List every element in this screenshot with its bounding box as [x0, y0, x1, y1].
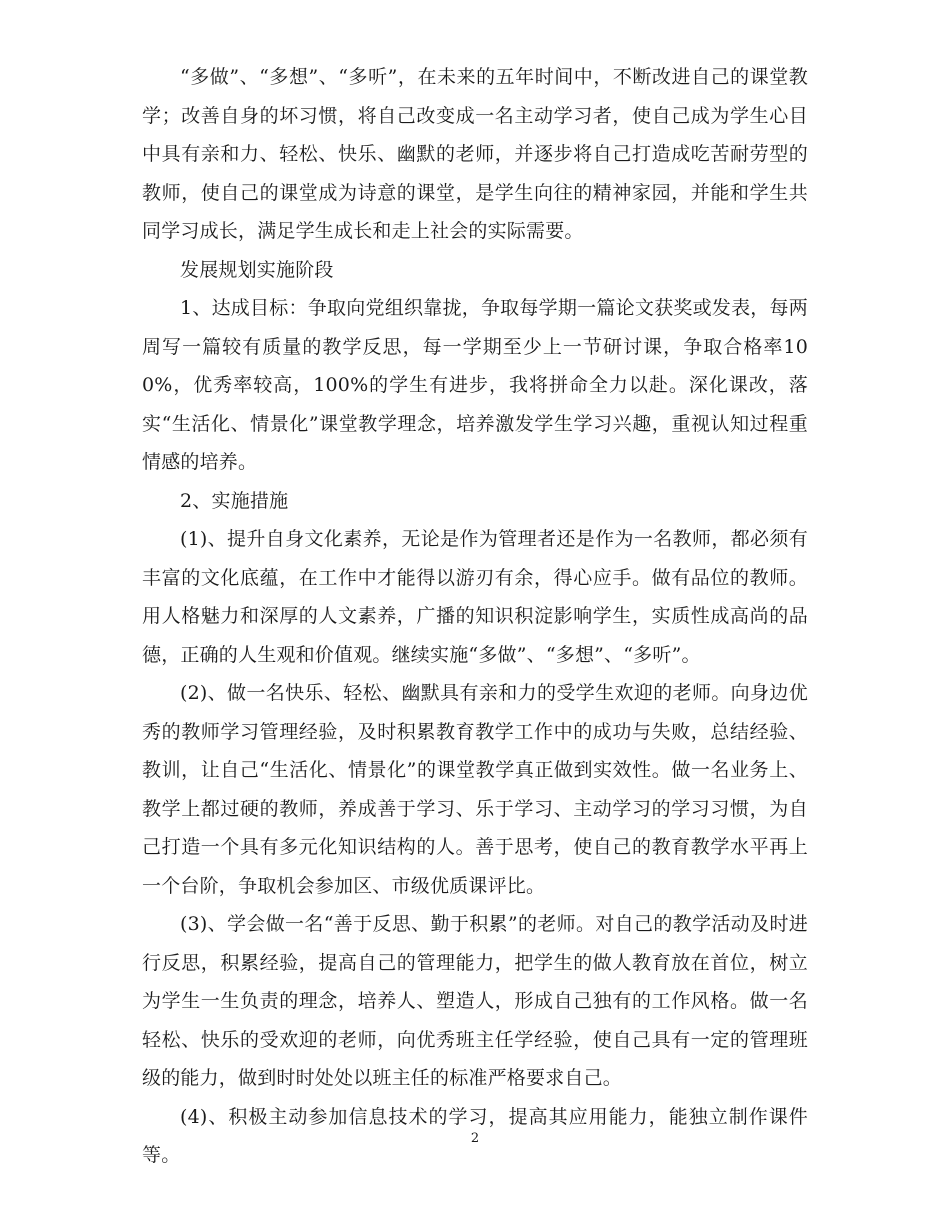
- page-number: 2: [470, 1131, 480, 1146]
- paragraph-measure-1: (1)、提升自身文化素养，无论是作为管理者还是作为一名教师，都必须有丰富的文化底蕴，在工作中才能得以游刃有余，得心应手。做有品位的教师。用人格魅力和深厚的人文素养，广播的知识积淀影响学生，实质性成高尚的品德，正确的人生观和价值观。继续实施“多做”、“多想”、“多听”。: [142, 528, 808, 666]
- paragraph-measure-2: (2)、做一名快乐、轻松、幽默具有亲和力的受学生欢迎的老师。向身边优秀的教师学习管理经验，及时积累教育教学工作中的成功与失败，总结经验、教训，让自己“生活化、情景化”的课堂教学真正做到实效性。做一名业务上、教学上都过硬的教师，养成善于学习、乐于学习、主动学习的学习习惯，为自己打造一个具有多元化知识结构的人。善于思考，使自己的教育教学水平再上一个台阶，争取机会参加区、市级优质课评比。: [142, 682, 808, 897]
- document-body: [142, 58, 808, 1175]
- section-heading-measures: 2、实施措施: [180, 489, 289, 512]
- paragraph-intro-continuation: “多做”、“多想”、“多听”，在未来的五年时间中，不断改进自己的课堂教学；改善自身的坏习惯，将自己改变成一名主动学习者，使自己成为学生心目中具有亲和力、轻松、快乐、幽默的老师，并逐步将自己打造成吃苦耐劳型的教师，使自己的课堂成为诗意的课堂，是学生向往的精神家园，并能和学生共同学习成长，满足学生成长和走上社会的实际需要。: [142, 66, 808, 242]
- paragraph-goals: 1、达成目标：争取向党组织靠拢，争取每学期一篇论文获奖或发表，每两周写一篇较有质量的教学反思，每一学期至少上一节研讨课，争取合格率100%，优秀率较高，100%的学生有进步，我将拼命全力以赴。深化课改，落实“生活化、情景化”课堂教学理念，培养激发学生学习兴趣，重视认知过程重情感的培养。: [142, 297, 808, 473]
- section-heading-implementation-stages: 发展规划实施阶段: [180, 258, 334, 281]
- paragraph-measure-4: (4)、积极主动参加信息技术的学习，提高其应用能力，能独立制作课件等。: [142, 1105, 808, 1166]
- paragraph-measure-3: (3)、学会做一名“善于反思、勤于积累”的老师。对自己的教学活动及时进行反思，积累经验，提高自己的管理能力，把学生的做人教育放在首位，树立为学生一生负责的理念，培养人、塑造人，形成自己独有的工作风格。做一名轻松、快乐的受欢迎的老师，向优秀班主任学经验，使自己具有一定的管理班级的能力，做到时时处处以班主任的标准严格要求自己。: [142, 913, 808, 1089]
